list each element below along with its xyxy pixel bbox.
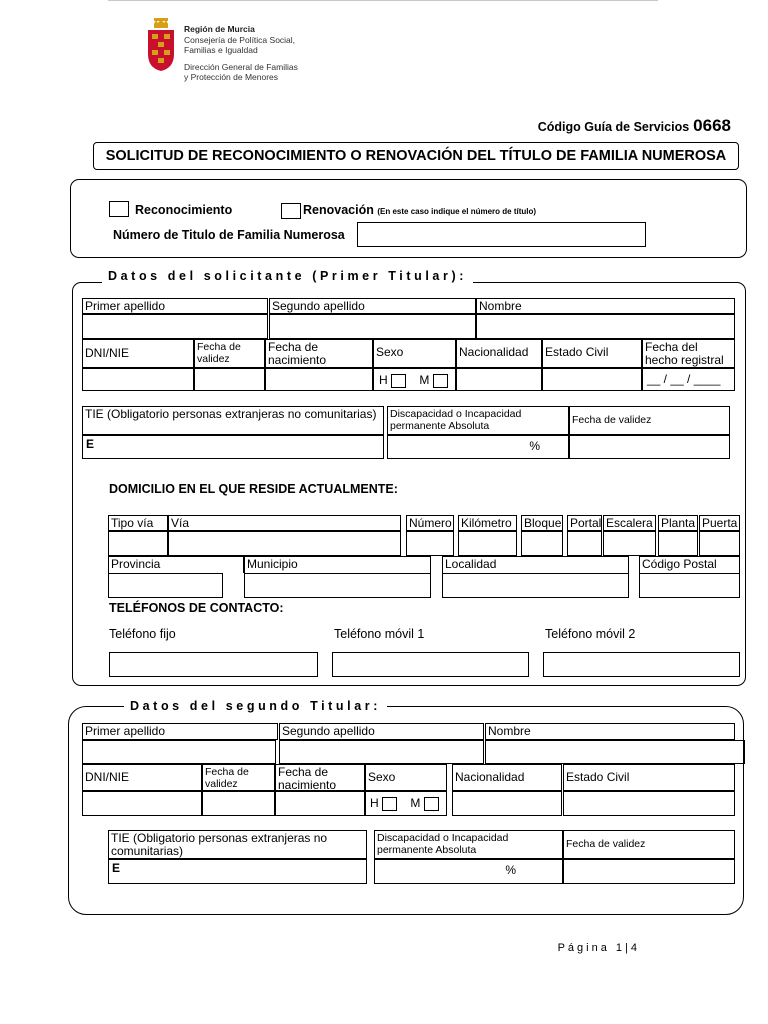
page-number: 1 xyxy=(615,942,626,954)
t2-estado-civil-label: Estado Civil xyxy=(563,764,735,791)
t2-dni-input[interactable] xyxy=(82,791,202,816)
provincia-input[interactable] xyxy=(108,573,223,598)
t1-nacionalidad-input[interactable] xyxy=(456,368,542,391)
tipo-via-label: Tipo vía xyxy=(108,515,168,531)
localidad-input[interactable] xyxy=(442,573,629,598)
top-rule xyxy=(108,0,658,1)
provincia-label: Provincia xyxy=(108,556,244,573)
t1-fecha-nacimiento-label: Fecha de nacimiento xyxy=(265,339,373,368)
t1-fecha-validez-disc-input[interactable] xyxy=(569,435,730,459)
planta-input[interactable] xyxy=(658,531,698,556)
t1-segundo-apellido-label: Segundo apellido xyxy=(269,298,476,314)
kilometro-label: Kilómetro xyxy=(458,515,517,531)
numero-label: Número xyxy=(406,515,454,531)
t2-fecha-validez-input[interactable] xyxy=(202,791,275,816)
t2-sexo-h-label: H xyxy=(370,796,379,810)
t1-sexo-label: Sexo xyxy=(373,339,456,368)
t2-nacionalidad-input[interactable] xyxy=(452,791,562,816)
municipio-input[interactable] xyxy=(244,573,431,598)
t1-nacionalidad-label: Nacionalidad xyxy=(456,339,542,368)
t1-primer-apellido-label: Primer apellido xyxy=(82,298,268,314)
service-code xyxy=(538,116,731,136)
t1-dni-input[interactable] xyxy=(82,368,194,391)
org-dept-line-1: Consejería de Política Social, xyxy=(184,34,296,45)
t1-nombre-input[interactable] xyxy=(476,314,735,339)
t1-estado-civil-label: Estado Civil xyxy=(542,339,642,368)
t1-fecha-validez-label: Fecha de validez xyxy=(194,339,265,368)
t1-sexo-m-checkbox[interactable] xyxy=(433,374,448,388)
t1-fecha-nacimiento-input[interactable] xyxy=(265,368,373,391)
t2-primer-apellido-label: Primer apellido xyxy=(82,723,278,740)
puerta-label: Puerta xyxy=(699,515,740,531)
page-footer: Página 1|4 xyxy=(557,942,640,954)
bloque-label: Bloque xyxy=(521,515,563,531)
t2-discapacidad-input[interactable]: % xyxy=(374,859,563,884)
tel-movil1-input[interactable] xyxy=(332,652,529,677)
t2-tie-label: TIE (Obligatorio personas extranjeras no comunitarias) xyxy=(108,830,367,859)
org-name: Región de Murcia xyxy=(184,24,255,34)
tel-fijo-label: Teléfono fijo xyxy=(109,627,176,641)
org-directorate-line-2: y Protección de Menores xyxy=(184,72,279,82)
t1-primer-apellido-input[interactable] xyxy=(82,314,268,339)
t1-nombre-label: Nombre xyxy=(476,298,735,314)
localidad-label: Localidad xyxy=(442,556,629,573)
t2-sexo-h-checkbox[interactable] xyxy=(382,797,397,811)
t2-segundo-apellido-label: Segundo apellido xyxy=(279,723,484,740)
t2-fecha-validez-label: Fecha de validez xyxy=(202,764,275,791)
portal-label: Portal xyxy=(567,515,602,531)
tel-movil2-label: Teléfono móvil 2 xyxy=(545,627,636,641)
numero-input[interactable] xyxy=(406,531,454,556)
codigo-postal-input[interactable] xyxy=(639,573,740,598)
reconocimiento-checkbox[interactable] xyxy=(109,201,129,217)
renovacion-label: Renovación xyxy=(303,203,374,217)
tel-movil1-label: Teléfono móvil 1 xyxy=(334,627,425,641)
via-input[interactable] xyxy=(168,531,401,556)
org-dept-line-2: Familias e Igualdad xyxy=(184,45,258,55)
portal-input[interactable] xyxy=(567,531,602,556)
renovacion-note: (En este caso indique el número de título) xyxy=(377,207,537,216)
t2-sexo-m-checkbox[interactable] xyxy=(424,797,439,811)
domicilio-title: DOMICILIO EN EL QUE RESIDE ACTUALMENTE: xyxy=(109,482,398,496)
codigo-postal-label: Código Postal xyxy=(639,556,740,573)
t2-sexo-options xyxy=(365,791,447,816)
t1-fecha-hecho-input[interactable]: __ / __ / ____ xyxy=(642,368,735,391)
reconocimiento-label: Reconocimiento xyxy=(135,203,233,217)
t2-estado-civil-input[interactable] xyxy=(563,791,735,816)
puerta-input[interactable] xyxy=(699,531,740,556)
service-code-number: 0668 xyxy=(693,116,731,135)
kilometro-input[interactable] xyxy=(458,531,517,556)
titulo-number-input[interactable] xyxy=(357,222,646,247)
t1-discapacidad-label: Discapacidad o Incapacidad permanente Absoluta xyxy=(387,406,569,435)
t2-fecha-nacimiento-label: Fecha de nacimiento xyxy=(275,764,365,791)
t2-nombre-label: Nombre xyxy=(485,723,735,740)
t1-dni-label: DNI/NIE xyxy=(82,339,194,368)
service-code-label: Código Guía de Servicios xyxy=(537,120,690,134)
form-title: SOLICITUD DE RECONOCIMIENTO O RENOVACIÓN DEL TÍTULO DE FAMILIA NUMEROSA xyxy=(93,142,739,170)
municipio-label: Municipio xyxy=(244,556,431,573)
t1-sexo-m-label: M xyxy=(419,373,430,387)
t1-tie-label: TIE (Obligatorio personas extranjeras no comunitarias) xyxy=(82,406,384,435)
t2-nombre-input[interactable] xyxy=(485,740,745,764)
t2-sexo-label: Sexo xyxy=(365,764,447,791)
tel-movil2-input[interactable] xyxy=(543,652,740,677)
titular2-legend: Datos del segundo Titular: xyxy=(124,699,387,713)
t2-tie-input[interactable]: E xyxy=(108,859,367,884)
t2-primer-apellido-input[interactable] xyxy=(82,740,276,764)
t2-fecha-nacimiento-input[interactable] xyxy=(275,791,365,816)
t2-segundo-apellido-input[interactable] xyxy=(279,740,484,764)
t2-fecha-validez-disc-input[interactable] xyxy=(563,859,735,884)
t1-sexo-h-checkbox[interactable] xyxy=(391,374,406,388)
t1-fecha-hecho-label: Fecha del hecho registral xyxy=(642,339,735,368)
renovacion-option xyxy=(303,203,536,217)
t1-estado-civil-input[interactable] xyxy=(542,368,642,391)
page-label: Página xyxy=(557,942,610,954)
t2-dni-label: DNI/NIE xyxy=(82,764,202,791)
t1-sexo-options xyxy=(373,368,456,391)
escalera-label: Escalera xyxy=(603,515,656,531)
t1-fecha-validez-disc-label: Fecha de validez xyxy=(569,406,730,435)
t1-sexo-h-label: H xyxy=(379,373,388,387)
titulo-number-label: Número de Titulo de Familia Numerosa xyxy=(113,228,345,242)
t2-nacionalidad-label: Nacionalidad xyxy=(452,764,562,791)
coat-of-arms-logo-icon xyxy=(146,16,176,72)
tel-fijo-input[interactable] xyxy=(109,652,318,677)
escalera-input[interactable] xyxy=(603,531,656,556)
page-total: 4 xyxy=(630,942,640,954)
tipo-via-input[interactable] xyxy=(108,531,168,556)
planta-label: Planta xyxy=(658,515,698,531)
t2-sexo-m-label: M xyxy=(410,796,421,810)
t2-discapacidad-label: Discapacidad o Incapacidad permanente Absoluta xyxy=(374,830,563,859)
bloque-input[interactable] xyxy=(521,531,563,556)
t1-discapacidad-input[interactable]: % xyxy=(387,435,569,459)
org-block xyxy=(184,24,298,83)
renovacion-checkbox[interactable] xyxy=(281,203,301,219)
telefonos-title: TELÉFONOS DE CONTACTO: xyxy=(109,601,284,615)
t1-fecha-validez-input[interactable] xyxy=(194,368,265,391)
t1-segundo-apellido-input[interactable] xyxy=(269,314,476,339)
org-directorate-line-1: Dirección General de Familias xyxy=(184,61,298,72)
titular1-legend: Datos del solicitante (Primer Titular): xyxy=(102,269,473,283)
t2-fecha-validez-disc-label: Fecha de validez xyxy=(563,830,735,859)
t1-tie-input[interactable]: E xyxy=(82,435,384,459)
via-label: Vía xyxy=(168,515,401,531)
